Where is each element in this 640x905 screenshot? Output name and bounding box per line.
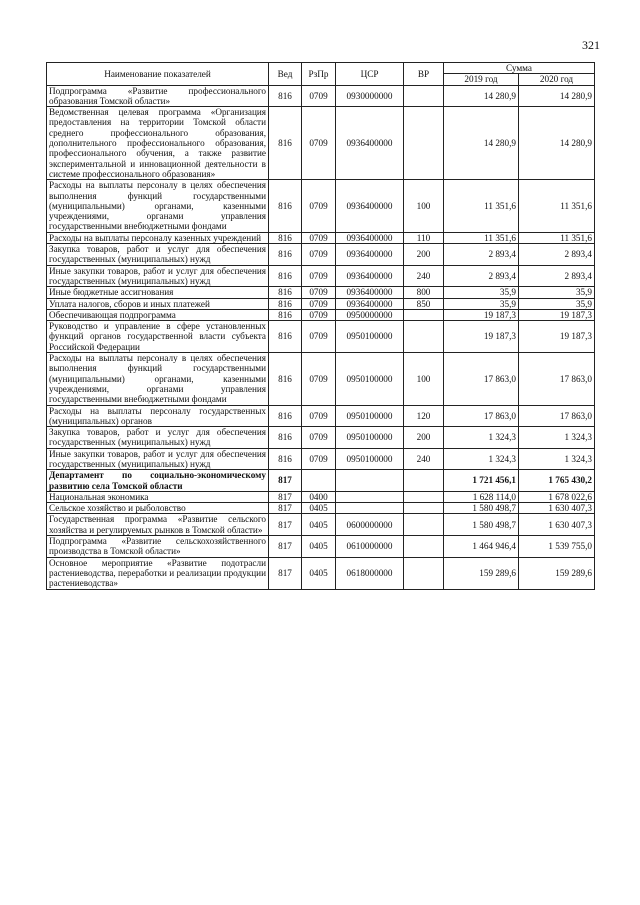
row-name: Закупка товаров, работ и услуг для обеспечения государственных (муниципальных) нужд xyxy=(47,244,269,266)
row-sum-2019: 2 893,4 xyxy=(444,244,519,266)
row-sum-2019: 35,9 xyxy=(444,287,519,298)
row-rzpr: 0709 xyxy=(302,427,336,449)
row-sum-2019: 11 351,6 xyxy=(444,232,519,243)
row-ved: 816 xyxy=(269,180,302,232)
row-rzpr: 0709 xyxy=(302,309,336,320)
row-ved: 816 xyxy=(269,309,302,320)
row-vr: 110 xyxy=(404,232,444,243)
row-name: Подпрограмма «Развитие профессионального образования Томской области» xyxy=(47,85,269,107)
row-ved: 817 xyxy=(269,536,302,558)
row-vr: 100 xyxy=(404,353,444,405)
header-rzpr: РзПр xyxy=(302,63,336,86)
row-vr: 850 xyxy=(404,298,444,309)
row-csr: 0936400000 xyxy=(336,244,404,266)
row-csr: 0610000000 xyxy=(336,536,404,558)
row-csr: 0936400000 xyxy=(336,265,404,287)
row-sum-2019: 1 628 114,0 xyxy=(444,491,519,502)
row-csr: 0936400000 xyxy=(336,287,404,298)
row-vr xyxy=(404,491,444,502)
row-rzpr: 0709 xyxy=(302,405,336,427)
row-name: Подпрограмма «Развитие сельскохозяйственного производства в Томской области» xyxy=(47,536,269,558)
row-csr: 0950100000 xyxy=(336,321,404,353)
row-sum-2020: 35,9 xyxy=(519,287,595,298)
table-row xyxy=(47,557,595,589)
row-rzpr xyxy=(302,470,336,492)
table-row xyxy=(47,309,595,320)
row-ved: 816 xyxy=(269,427,302,449)
row-csr: 0936400000 xyxy=(336,180,404,232)
row-csr: 0950100000 xyxy=(336,353,404,405)
row-sum-2019: 14 280,9 xyxy=(444,85,519,107)
row-vr: 240 xyxy=(404,448,444,470)
table-row xyxy=(47,107,595,180)
row-csr: 0936400000 xyxy=(336,232,404,243)
row-sum-2020: 1 324,3 xyxy=(519,427,595,449)
row-vr xyxy=(404,470,444,492)
row-sum-2020: 2 893,4 xyxy=(519,244,595,266)
row-name: Департамент по социально-экономическому развитию села Томской области xyxy=(47,470,269,492)
row-ved: 816 xyxy=(269,353,302,405)
row-vr xyxy=(404,321,444,353)
row-vr xyxy=(404,85,444,107)
row-vr: 800 xyxy=(404,287,444,298)
row-rzpr: 0400 xyxy=(302,491,336,502)
row-ved: 817 xyxy=(269,514,302,536)
row-vr: 240 xyxy=(404,265,444,287)
row-csr: 0600000000 xyxy=(336,514,404,536)
table-row xyxy=(47,470,595,492)
row-name: Расходы на выплаты персоналу в целях обеспечения выполнения функций государственными (муниципальными) органами, казенными учреждениями, органами управления государственными внебюджетными фондами xyxy=(47,353,269,405)
row-ved: 816 xyxy=(269,298,302,309)
row-sum-2020: 19 187,3 xyxy=(519,309,595,320)
row-name: Национальная экономика xyxy=(47,491,269,502)
row-name: Уплата налогов, сборов и иных платежей xyxy=(47,298,269,309)
row-ved: 816 xyxy=(269,265,302,287)
row-sum-2020: 1 539 755,0 xyxy=(519,536,595,558)
row-rzpr: 0709 xyxy=(302,298,336,309)
table-row xyxy=(47,321,595,353)
row-csr: 0950000000 xyxy=(336,309,404,320)
row-name: Руководство и управление в сфере установленных функций органов государственной власти субъекта Российской Федерации xyxy=(47,321,269,353)
row-sum-2019: 19 187,3 xyxy=(444,321,519,353)
row-name: Основное мероприятие «Развитие подотрасли растениеводства, переработки и реализации продукции растениеводства» xyxy=(47,557,269,589)
row-vr xyxy=(404,514,444,536)
table-row xyxy=(47,427,595,449)
row-rzpr: 0709 xyxy=(302,287,336,298)
row-vr: 120 xyxy=(404,405,444,427)
row-sum-2020: 1 324,3 xyxy=(519,448,595,470)
header-sum: Сумма xyxy=(444,63,595,74)
row-csr xyxy=(336,470,404,492)
row-sum-2020: 2 893,4 xyxy=(519,265,595,287)
row-vr xyxy=(404,557,444,589)
header-csr: ЦСР xyxy=(336,63,404,86)
row-sum-2019: 19 187,3 xyxy=(444,309,519,320)
row-ved: 817 xyxy=(269,491,302,502)
row-rzpr: 0709 xyxy=(302,448,336,470)
row-vr xyxy=(404,503,444,514)
row-sum-2020: 11 351,6 xyxy=(519,180,595,232)
row-name: Закупка товаров, работ и услуг для обеспечения государственных (муниципальных) нужд xyxy=(47,427,269,449)
row-sum-2020: 159 289,6 xyxy=(519,557,595,589)
row-vr xyxy=(404,309,444,320)
row-sum-2020: 17 863,0 xyxy=(519,405,595,427)
header-ved: Вед xyxy=(269,63,302,86)
row-sum-2020: 1 678 022,6 xyxy=(519,491,595,502)
table-row xyxy=(47,491,595,502)
row-sum-2019: 2 893,4 xyxy=(444,265,519,287)
table-row xyxy=(47,405,595,427)
table-row xyxy=(47,536,595,558)
budget-table xyxy=(46,62,595,590)
row-name: Сельское хозяйство и рыболовство xyxy=(47,503,269,514)
row-sum-2019: 1 464 946,4 xyxy=(444,536,519,558)
table-row xyxy=(47,232,595,243)
row-csr: 0950100000 xyxy=(336,448,404,470)
row-sum-2019: 1 324,3 xyxy=(444,427,519,449)
row-ved: 816 xyxy=(269,232,302,243)
row-name: Иные бюджетные ассигнования xyxy=(47,287,269,298)
row-ved: 816 xyxy=(269,287,302,298)
row-sum-2019: 11 351,6 xyxy=(444,180,519,232)
row-vr xyxy=(404,107,444,180)
row-csr: 0950100000 xyxy=(336,427,404,449)
row-sum-2020: 1 630 407,3 xyxy=(519,514,595,536)
row-rzpr: 0405 xyxy=(302,557,336,589)
row-rzpr: 0709 xyxy=(302,85,336,107)
row-csr xyxy=(336,491,404,502)
row-sum-2019: 17 863,0 xyxy=(444,405,519,427)
row-ved: 816 xyxy=(269,85,302,107)
row-csr: 0618000000 xyxy=(336,557,404,589)
header-year-2020: 2020 год xyxy=(519,74,595,85)
row-name: Иные закупки товаров, работ и услуг для обеспечения государственных (муниципальных) нужд xyxy=(47,448,269,470)
header-vr: ВР xyxy=(404,63,444,86)
row-vr xyxy=(404,536,444,558)
row-sum-2020: 1 630 407,3 xyxy=(519,503,595,514)
row-csr: 0936400000 xyxy=(336,107,404,180)
row-rzpr: 0709 xyxy=(302,232,336,243)
row-csr: 0930000000 xyxy=(336,85,404,107)
row-sum-2019: 35,9 xyxy=(444,298,519,309)
row-sum-2019: 1 721 456,1 xyxy=(444,470,519,492)
row-ved: 817 xyxy=(269,557,302,589)
row-rzpr: 0709 xyxy=(302,265,336,287)
row-sum-2019: 1 324,3 xyxy=(444,448,519,470)
row-rzpr: 0405 xyxy=(302,536,336,558)
row-sum-2020: 14 280,9 xyxy=(519,85,595,107)
row-sum-2020: 14 280,9 xyxy=(519,107,595,180)
table-row xyxy=(47,180,595,232)
row-csr: 0936400000 xyxy=(336,298,404,309)
row-vr: 200 xyxy=(404,244,444,266)
row-name: Иные закупки товаров, работ и услуг для обеспечения государственных (муниципальных) нужд xyxy=(47,265,269,287)
row-csr: 0950100000 xyxy=(336,405,404,427)
row-rzpr: 0709 xyxy=(302,353,336,405)
row-sum-2019: 17 863,0 xyxy=(444,353,519,405)
row-name: Государственная программа «Развитие сельского хозяйства и регулируемых рынков в Томской области» xyxy=(47,514,269,536)
row-csr xyxy=(336,503,404,514)
row-vr: 100 xyxy=(404,180,444,232)
row-rzpr: 0709 xyxy=(302,244,336,266)
row-ved: 816 xyxy=(269,448,302,470)
row-rzpr: 0405 xyxy=(302,503,336,514)
table-row xyxy=(47,85,595,107)
row-rzpr: 0405 xyxy=(302,514,336,536)
row-ved: 816 xyxy=(269,321,302,353)
table-row xyxy=(47,353,595,405)
row-ved: 816 xyxy=(269,107,302,180)
row-sum-2019: 1 580 498,7 xyxy=(444,503,519,514)
table-row xyxy=(47,244,595,266)
row-sum-2019: 159 289,6 xyxy=(444,557,519,589)
row-sum-2020: 1 765 430,2 xyxy=(519,470,595,492)
row-sum-2019: 1 580 498,7 xyxy=(444,514,519,536)
row-sum-2020: 17 863,0 xyxy=(519,353,595,405)
row-rzpr: 0709 xyxy=(302,180,336,232)
row-ved: 817 xyxy=(269,470,302,492)
row-sum-2019: 14 280,9 xyxy=(444,107,519,180)
table-row xyxy=(47,265,595,287)
table-row xyxy=(47,503,595,514)
row-name: Обеспечивающая подпрограмма xyxy=(47,309,269,320)
row-name: Ведомственная целевая программа «Организация предоставления на территории Томской области среднего профессионального образования, дополнительного профессионального образования, профессионального обучения, а также развитие экспериментальной и инновационной деятельности в системе профессионального образования» xyxy=(47,107,269,180)
row-rzpr: 0709 xyxy=(302,321,336,353)
row-ved: 817 xyxy=(269,503,302,514)
row-vr: 200 xyxy=(404,427,444,449)
row-name: Расходы на выплаты персоналу казенных учреждений xyxy=(47,232,269,243)
row-sum-2020: 11 351,6 xyxy=(519,232,595,243)
table-row xyxy=(47,448,595,470)
table-row xyxy=(47,514,595,536)
row-ved: 816 xyxy=(269,244,302,266)
header-year-2019: 2019 год xyxy=(444,74,519,85)
row-sum-2020: 35,9 xyxy=(519,298,595,309)
row-rzpr: 0709 xyxy=(302,107,336,180)
row-name: Расходы на выплаты персоналу в целях обеспечения выполнения функций государственными (муниципальными) органами, казенными учреждениями, органами управления государственными внебюджетными фондами xyxy=(47,180,269,232)
table-row xyxy=(47,298,595,309)
row-sum-2020: 19 187,3 xyxy=(519,321,595,353)
header-name: Наименование показателей xyxy=(47,63,269,86)
row-name: Расходы на выплаты персоналу государственных (муниципальных) органов xyxy=(47,405,269,427)
row-ved: 816 xyxy=(269,405,302,427)
page-number: 321 xyxy=(582,38,600,52)
table-row xyxy=(47,287,595,298)
table-body xyxy=(47,85,595,589)
